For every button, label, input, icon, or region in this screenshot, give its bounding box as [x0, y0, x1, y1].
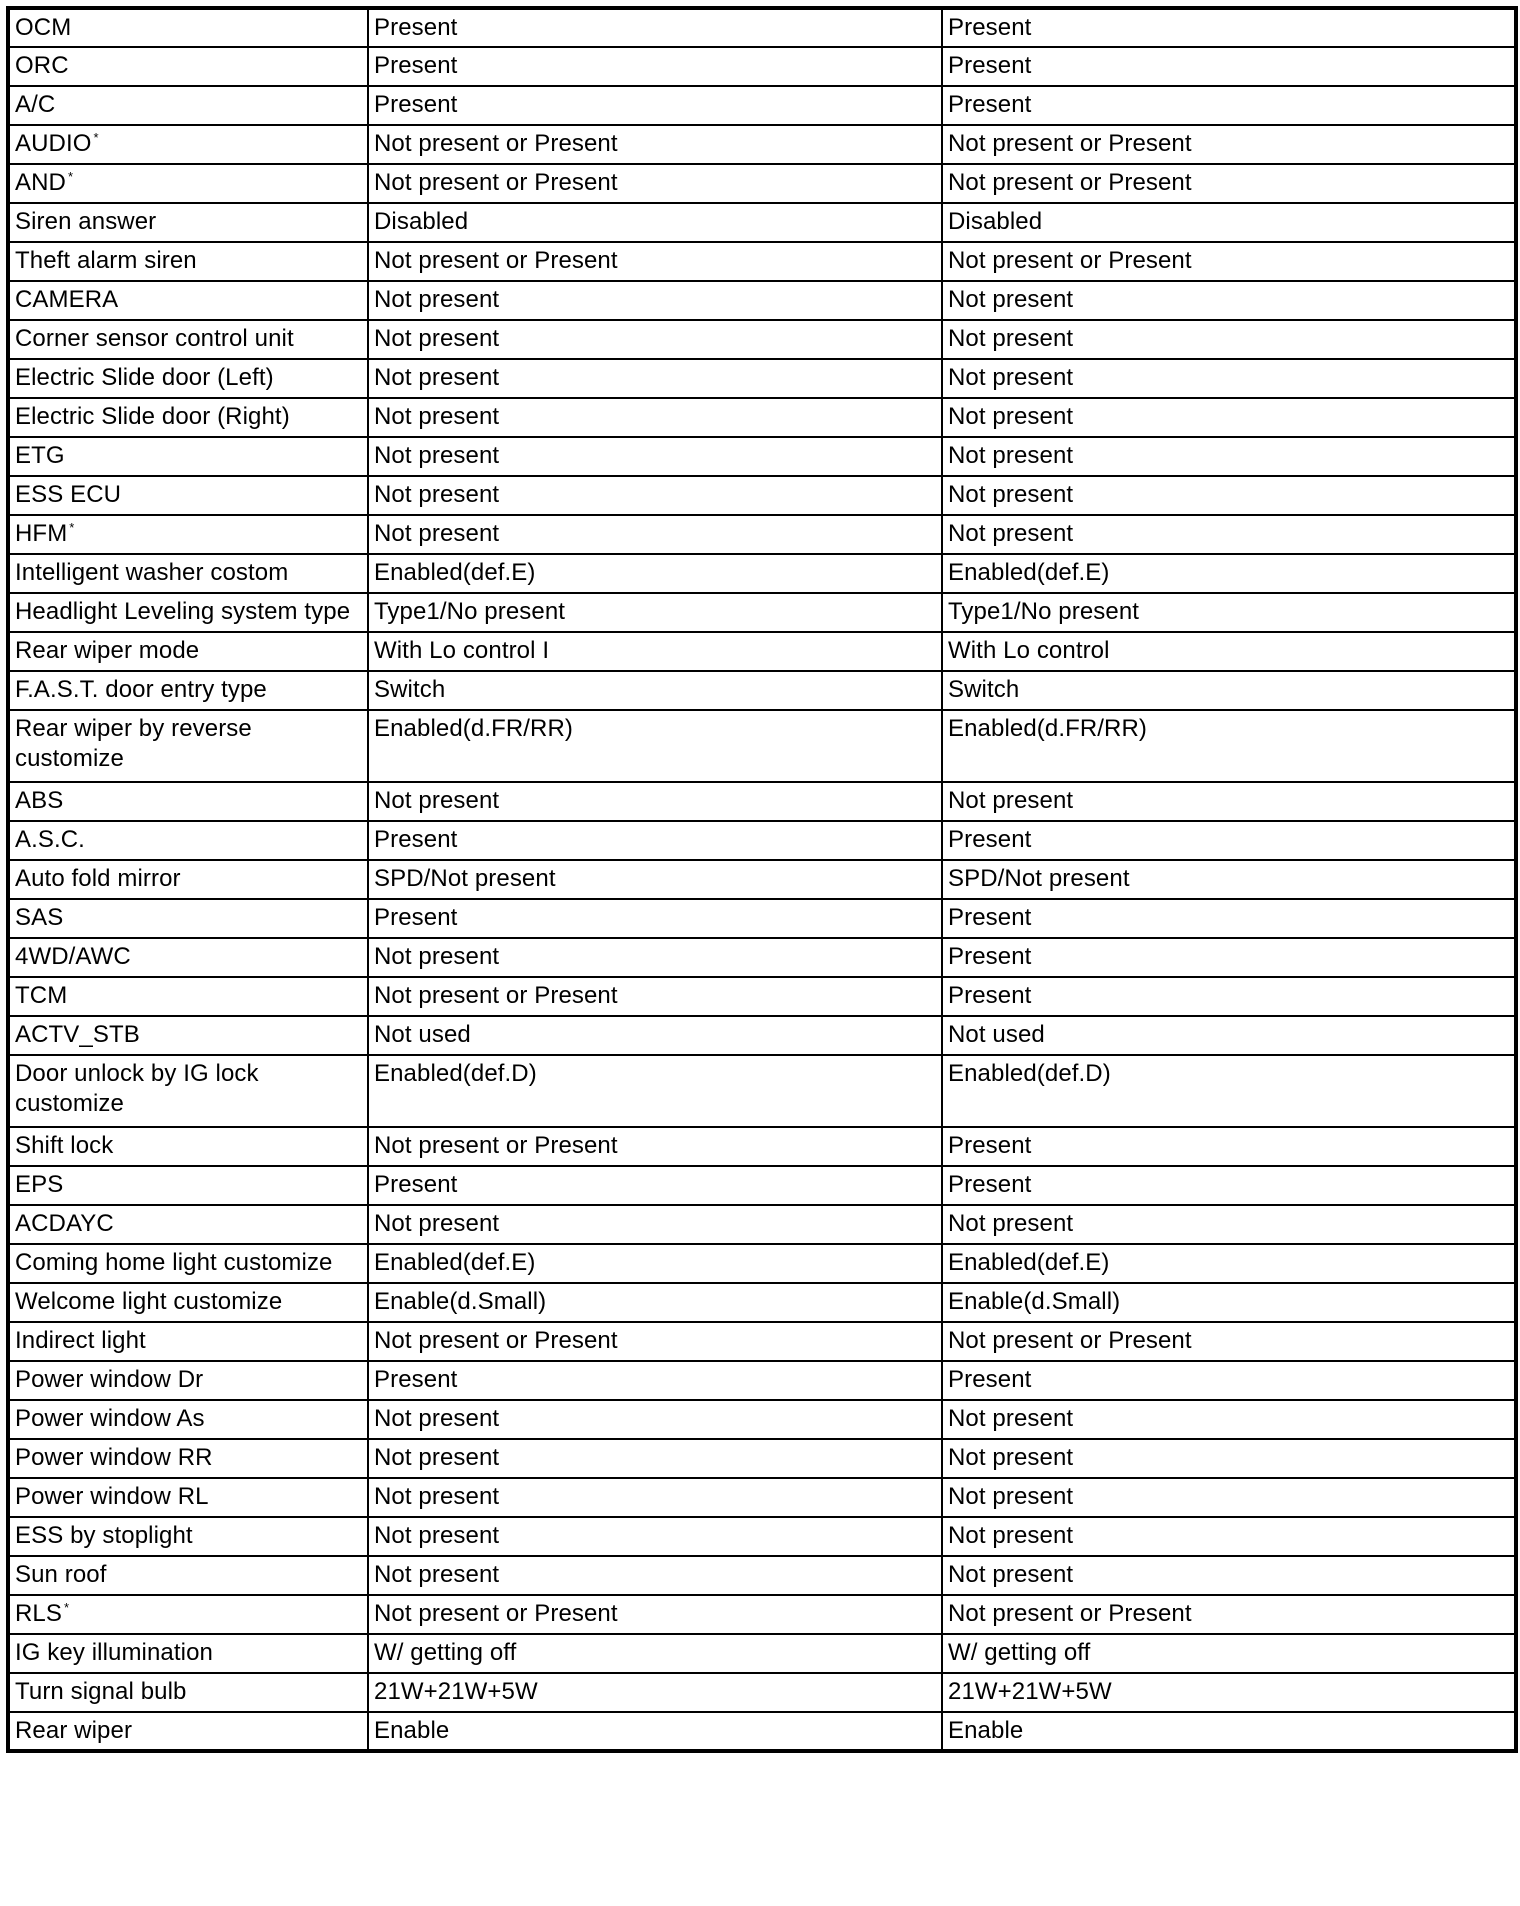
item-label: Intelligent washer costom	[15, 559, 289, 586]
value-cell-1: Enabled(def.D)	[368, 1055, 942, 1127]
item-label: AUDIO	[15, 130, 92, 157]
item-label: AND	[15, 169, 66, 196]
table-row	[8, 554, 1516, 593]
footnote-mark: *	[67, 169, 74, 184]
value-cell-2: Not present	[942, 476, 1516, 515]
value-cell-1: Disabled	[368, 203, 942, 242]
item-cell	[8, 515, 368, 554]
item-label: Turn signal bulb	[15, 1678, 187, 1705]
item-cell	[8, 1634, 368, 1673]
value-cell-2: Switch	[942, 671, 1516, 710]
item-cell	[8, 1205, 368, 1244]
value-cell-2: Present	[942, 8, 1516, 47]
value-cell-2: Enable	[942, 1712, 1516, 1751]
item-cell	[8, 86, 368, 125]
item-cell	[8, 899, 368, 938]
table-row	[8, 86, 1516, 125]
item-cell	[8, 1166, 368, 1205]
value-cell-2: Not present or Present	[942, 1322, 1516, 1361]
table-row	[8, 437, 1516, 476]
item-cell	[8, 554, 368, 593]
value-cell-1: Present	[368, 47, 942, 86]
item-cell	[8, 1595, 368, 1634]
value-cell-2: Present	[942, 1361, 1516, 1400]
table-row	[8, 164, 1516, 203]
table-row	[8, 1283, 1516, 1322]
item-cell	[8, 125, 368, 164]
item-cell	[8, 1712, 368, 1751]
value-cell-1: Not present	[368, 1205, 942, 1244]
value-cell-1: Enabled(def.E)	[368, 1244, 942, 1283]
item-label: OCM	[15, 14, 72, 41]
value-cell-1: Switch	[368, 671, 942, 710]
value-cell-1: Not present or Present	[368, 125, 942, 164]
table-row	[8, 860, 1516, 899]
item-cell	[8, 8, 368, 47]
value-cell-1: Not present	[368, 938, 942, 977]
item-cell	[8, 1127, 368, 1166]
item-label: IG key illumination	[15, 1639, 213, 1666]
item-label: A/C	[15, 91, 56, 118]
item-label: Power window As	[15, 1405, 205, 1432]
item-cell	[8, 242, 368, 281]
value-cell-2: Not present	[942, 437, 1516, 476]
table-row	[8, 938, 1516, 977]
table-row	[8, 1595, 1516, 1634]
value-cell-2: Not present	[942, 515, 1516, 554]
value-cell-1: With Lo control I	[368, 632, 942, 671]
item-cell	[8, 47, 368, 86]
value-cell-1: Not used	[368, 1016, 942, 1055]
item-cell	[8, 782, 368, 821]
value-cell-1: Not present or Present	[368, 1595, 942, 1634]
item-cell	[8, 1517, 368, 1556]
value-cell-1: Not present or Present	[368, 164, 942, 203]
table-row	[8, 1322, 1516, 1361]
item-label: ACTV_STB	[15, 1021, 140, 1048]
item-cell	[8, 476, 368, 515]
value-cell-1: Enable(d.Small)	[368, 1283, 942, 1322]
value-cell-1: Present	[368, 8, 942, 47]
item-cell	[8, 1016, 368, 1055]
value-cell-2: W/ getting off	[942, 1634, 1516, 1673]
item-label: Electric Slide door (Right)	[15, 403, 290, 430]
value-cell-1: Not present	[368, 1439, 942, 1478]
value-cell-1: Not present	[368, 320, 942, 359]
value-cell-2: Present	[942, 1127, 1516, 1166]
value-cell-2: Not present	[942, 782, 1516, 821]
value-cell-2: Enabled(d.FR/RR)	[942, 710, 1516, 782]
item-label: Auto fold mirror	[15, 865, 181, 892]
item-label: Power window RL	[15, 1483, 209, 1510]
item-cell	[8, 1283, 368, 1322]
value-cell-2: Not present or Present	[942, 1595, 1516, 1634]
table-row	[8, 359, 1516, 398]
table-row	[8, 515, 1516, 554]
value-cell-2: Not present	[942, 1439, 1516, 1478]
item-label: TCM	[15, 982, 68, 1009]
item-cell	[8, 1556, 368, 1595]
item-cell	[8, 1439, 368, 1478]
value-cell-1: Present	[368, 1166, 942, 1205]
item-label: Sun roof	[15, 1561, 107, 1588]
value-cell-1: Type1/No present	[368, 593, 942, 632]
table-row	[8, 1361, 1516, 1400]
item-label: Welcome light customize	[15, 1288, 283, 1315]
value-cell-2: Present	[942, 899, 1516, 938]
value-cell-1: SPD/Not present	[368, 860, 942, 899]
value-cell-2: Not present	[942, 1556, 1516, 1595]
value-cell-2: Present	[942, 938, 1516, 977]
item-label: ESS by stoplight	[15, 1522, 193, 1549]
item-label: Indirect light	[15, 1327, 146, 1354]
item-label: Rear wiper by reverse customize	[15, 715, 252, 772]
item-label: F.A.S.T. door entry type	[15, 676, 267, 703]
value-cell-1: Present	[368, 899, 942, 938]
table-row	[8, 281, 1516, 320]
value-cell-2: Not present	[942, 1400, 1516, 1439]
item-cell	[8, 632, 368, 671]
item-label: HFM	[15, 520, 68, 547]
value-cell-2: 21W+21W+5W	[942, 1673, 1516, 1712]
value-cell-1: Present	[368, 821, 942, 860]
item-label: Rear wiper mode	[15, 637, 200, 664]
item-label: ETG	[15, 442, 65, 469]
table-row	[8, 1166, 1516, 1205]
table-row	[8, 1673, 1516, 1712]
value-cell-1: Not present	[368, 1478, 942, 1517]
item-cell	[8, 671, 368, 710]
item-label: EPS	[15, 1171, 64, 1198]
table-row	[8, 1712, 1516, 1751]
value-cell-1: Not present or Present	[368, 1322, 942, 1361]
table-row	[8, 125, 1516, 164]
value-cell-2: Enabled(def.D)	[942, 1055, 1516, 1127]
value-cell-2: With Lo control	[942, 632, 1516, 671]
value-cell-2: Not present	[942, 1478, 1516, 1517]
table-row	[8, 632, 1516, 671]
item-label: Door unlock by IG lock customize	[15, 1060, 259, 1117]
value-cell-2: Not present	[942, 320, 1516, 359]
table-row	[8, 1478, 1516, 1517]
item-cell	[8, 938, 368, 977]
item-label: A.S.C.	[15, 826, 85, 853]
item-label: Electric Slide door (Left)	[15, 364, 274, 391]
table-row	[8, 203, 1516, 242]
value-cell-2: Present	[942, 1166, 1516, 1205]
item-label: Shift lock	[15, 1132, 114, 1159]
value-cell-2: Present	[942, 977, 1516, 1016]
table-row	[8, 47, 1516, 86]
item-cell	[8, 1478, 368, 1517]
item-cell	[8, 977, 368, 1016]
value-cell-1: Present	[368, 1361, 942, 1400]
value-cell-2: Present	[942, 47, 1516, 86]
value-cell-1: Not present or Present	[368, 1127, 942, 1166]
spec-table-body	[8, 8, 1516, 1751]
item-label: ABS	[15, 787, 64, 814]
table-row	[8, 1517, 1516, 1556]
value-cell-1: Not present	[368, 1517, 942, 1556]
item-cell	[8, 359, 368, 398]
item-cell	[8, 1400, 368, 1439]
table-row	[8, 476, 1516, 515]
value-cell-1: Not present	[368, 515, 942, 554]
table-row	[8, 1244, 1516, 1283]
value-cell-2: Not present or Present	[942, 242, 1516, 281]
table-row	[8, 8, 1516, 47]
table-row	[8, 710, 1516, 782]
item-cell	[8, 593, 368, 632]
item-label: RLS	[15, 1600, 62, 1627]
value-cell-1: 21W+21W+5W	[368, 1673, 942, 1712]
item-label: ORC	[15, 52, 69, 79]
table-row	[8, 1556, 1516, 1595]
item-label: Headlight Leveling system type	[15, 598, 351, 625]
item-cell	[8, 1673, 368, 1712]
value-cell-2: Enabled(def.E)	[942, 1244, 1516, 1283]
item-cell	[8, 398, 368, 437]
value-cell-2: Enable(d.Small)	[942, 1283, 1516, 1322]
item-label: CAMERA	[15, 286, 119, 313]
value-cell-2: Not present or Present	[942, 164, 1516, 203]
value-cell-2: Not used	[942, 1016, 1516, 1055]
value-cell-2: Disabled	[942, 203, 1516, 242]
item-label: Rear wiper	[15, 1717, 133, 1744]
table-row	[8, 1634, 1516, 1673]
item-cell	[8, 164, 368, 203]
value-cell-2: Not present	[942, 1517, 1516, 1556]
value-cell-1: Present	[368, 86, 942, 125]
item-cell	[8, 1244, 368, 1283]
table-row	[8, 1400, 1516, 1439]
value-cell-1: Not present	[368, 359, 942, 398]
item-cell	[8, 1322, 368, 1361]
table-row	[8, 593, 1516, 632]
item-label: Power window RR	[15, 1444, 213, 1471]
item-label: Theft alarm siren	[15, 247, 197, 274]
spec-table	[6, 6, 1518, 1753]
footnote-mark: *	[64, 1600, 70, 1615]
value-cell-1: Enabled(d.FR/RR)	[368, 710, 942, 782]
value-cell-1: Not present	[368, 782, 942, 821]
value-cell-1: Not present	[368, 1400, 942, 1439]
table-row	[8, 1205, 1516, 1244]
value-cell-2: Present	[942, 86, 1516, 125]
value-cell-2: SPD/Not present	[942, 860, 1516, 899]
table-row	[8, 899, 1516, 938]
item-label: Siren answer	[15, 208, 157, 235]
table-row	[8, 821, 1516, 860]
table-row	[8, 1439, 1516, 1478]
item-label: ESS ECU	[15, 481, 122, 508]
value-cell-1: Enabled(def.E)	[368, 554, 942, 593]
value-cell-1: W/ getting off	[368, 1634, 942, 1673]
value-cell-2: Present	[942, 821, 1516, 860]
table-row	[8, 1127, 1516, 1166]
item-label: Corner sensor control unit	[15, 325, 294, 352]
item-cell	[8, 320, 368, 359]
item-cell	[8, 860, 368, 899]
item-cell	[8, 710, 368, 782]
item-label: ACDAYC	[15, 1210, 114, 1237]
item-cell	[8, 281, 368, 320]
value-cell-2: Enabled(def.E)	[942, 554, 1516, 593]
value-cell-1: Not present	[368, 476, 942, 515]
value-cell-1: Not present	[368, 281, 942, 320]
table-row	[8, 320, 1516, 359]
value-cell-2: Not present	[942, 398, 1516, 437]
item-label: Power window Dr	[15, 1366, 204, 1393]
item-cell	[8, 203, 368, 242]
value-cell-1: Not present	[368, 398, 942, 437]
item-label: 4WD/AWC	[15, 943, 131, 970]
footnote-mark: *	[69, 520, 75, 535]
table-row	[8, 242, 1516, 281]
table-row	[8, 1016, 1516, 1055]
value-cell-2: Not present	[942, 281, 1516, 320]
table-row	[8, 977, 1516, 1016]
value-cell-1: Not present or Present	[368, 242, 942, 281]
value-cell-2: Not present	[942, 1205, 1516, 1244]
item-cell	[8, 1361, 368, 1400]
table-row	[8, 1055, 1516, 1127]
value-cell-2: Not present	[942, 359, 1516, 398]
table-row	[8, 398, 1516, 437]
value-cell-2: Type1/No present	[942, 593, 1516, 632]
item-cell	[8, 437, 368, 476]
value-cell-1: Not present	[368, 437, 942, 476]
value-cell-2: Not present or Present	[942, 125, 1516, 164]
item-cell	[8, 821, 368, 860]
item-label: Coming home light customize	[15, 1249, 333, 1276]
table-row	[8, 782, 1516, 821]
value-cell-1: Enable	[368, 1712, 942, 1751]
table-row	[8, 671, 1516, 710]
item-label: SAS	[15, 904, 64, 931]
item-cell	[8, 1055, 368, 1127]
value-cell-1: Not present or Present	[368, 977, 942, 1016]
footnote-mark: *	[93, 130, 99, 145]
value-cell-1: Not present	[368, 1556, 942, 1595]
